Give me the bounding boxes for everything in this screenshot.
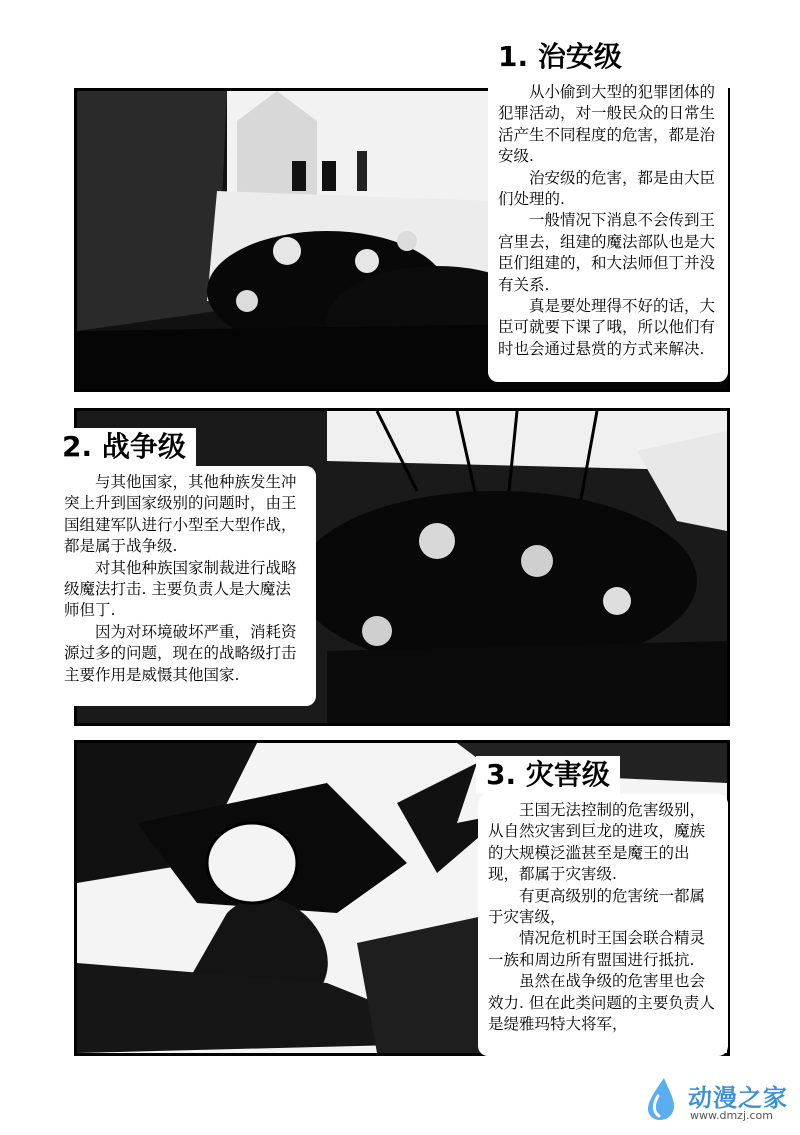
paragraph: 因为对环境破坏严重，消耗资源过多的问题，现在的战略级打击主要作用是威慑其他国家. [64, 622, 297, 684]
section-heading-war: 2. 战争级 [52, 428, 196, 466]
paragraph: 虽然在战争级的危害里也会效力. 但在此类问题的主要负责人是缇雅玛特大将军， [488, 972, 715, 1034]
paragraph: 对其他种族国家制裁进行战略级魔法打击. 主要负责人是大魔法师但丁. [64, 558, 297, 620]
section-heading-security: 1. 治安级 [488, 38, 632, 76]
section-text-disaster [478, 794, 728, 1056]
dmzj-watermark [644, 1072, 794, 1128]
paragraph: 有更高级别的危害统一都属于灾害级， [488, 886, 706, 927]
paragraph: 与其他国家，其他种族发生冲突上升到国家级别的问题时，由王国组建军队进行小型至大型作战，都是属于战争级. [64, 473, 297, 556]
section-heading-disaster: 3. 灾害级 [476, 756, 620, 794]
watermark-name: 动漫之家 [688, 1084, 788, 1112]
paragraph: 情况危机时王国会联合精灵一族和周边所有盟国进行抵抗. [488, 929, 706, 969]
section-text-war [54, 466, 316, 706]
droplet-logo-icon [644, 1076, 678, 1122]
paragraph: 治安级的危害，都是由大臣们处理的. [498, 168, 716, 209]
paragraph: 一般情况下消息不会传到王宫里去，组建的魔法部队也是大臣们组建的，和大法师但丁并没有关系. [498, 211, 716, 294]
paragraph: 王国无法控制的危害级别，从自然灾害到巨龙的进攻，魔族的大规模泛滥甚至是魔王的出现，都属于灾害级. [488, 801, 706, 884]
watermark-url: www.dmzj.com [690, 1109, 773, 1122]
paragraph: 从小偷到大型的犯罪团体的犯罪活动，对一般民众的日常生活产生不同程度的危害，都是治安级. [498, 83, 716, 166]
section-text-security [488, 76, 728, 382]
paragraph: 真是要处理得不好的话，大臣可就要下课了哦，所以他们有时也会通过悬赏的方式来解决. [498, 297, 716, 358]
